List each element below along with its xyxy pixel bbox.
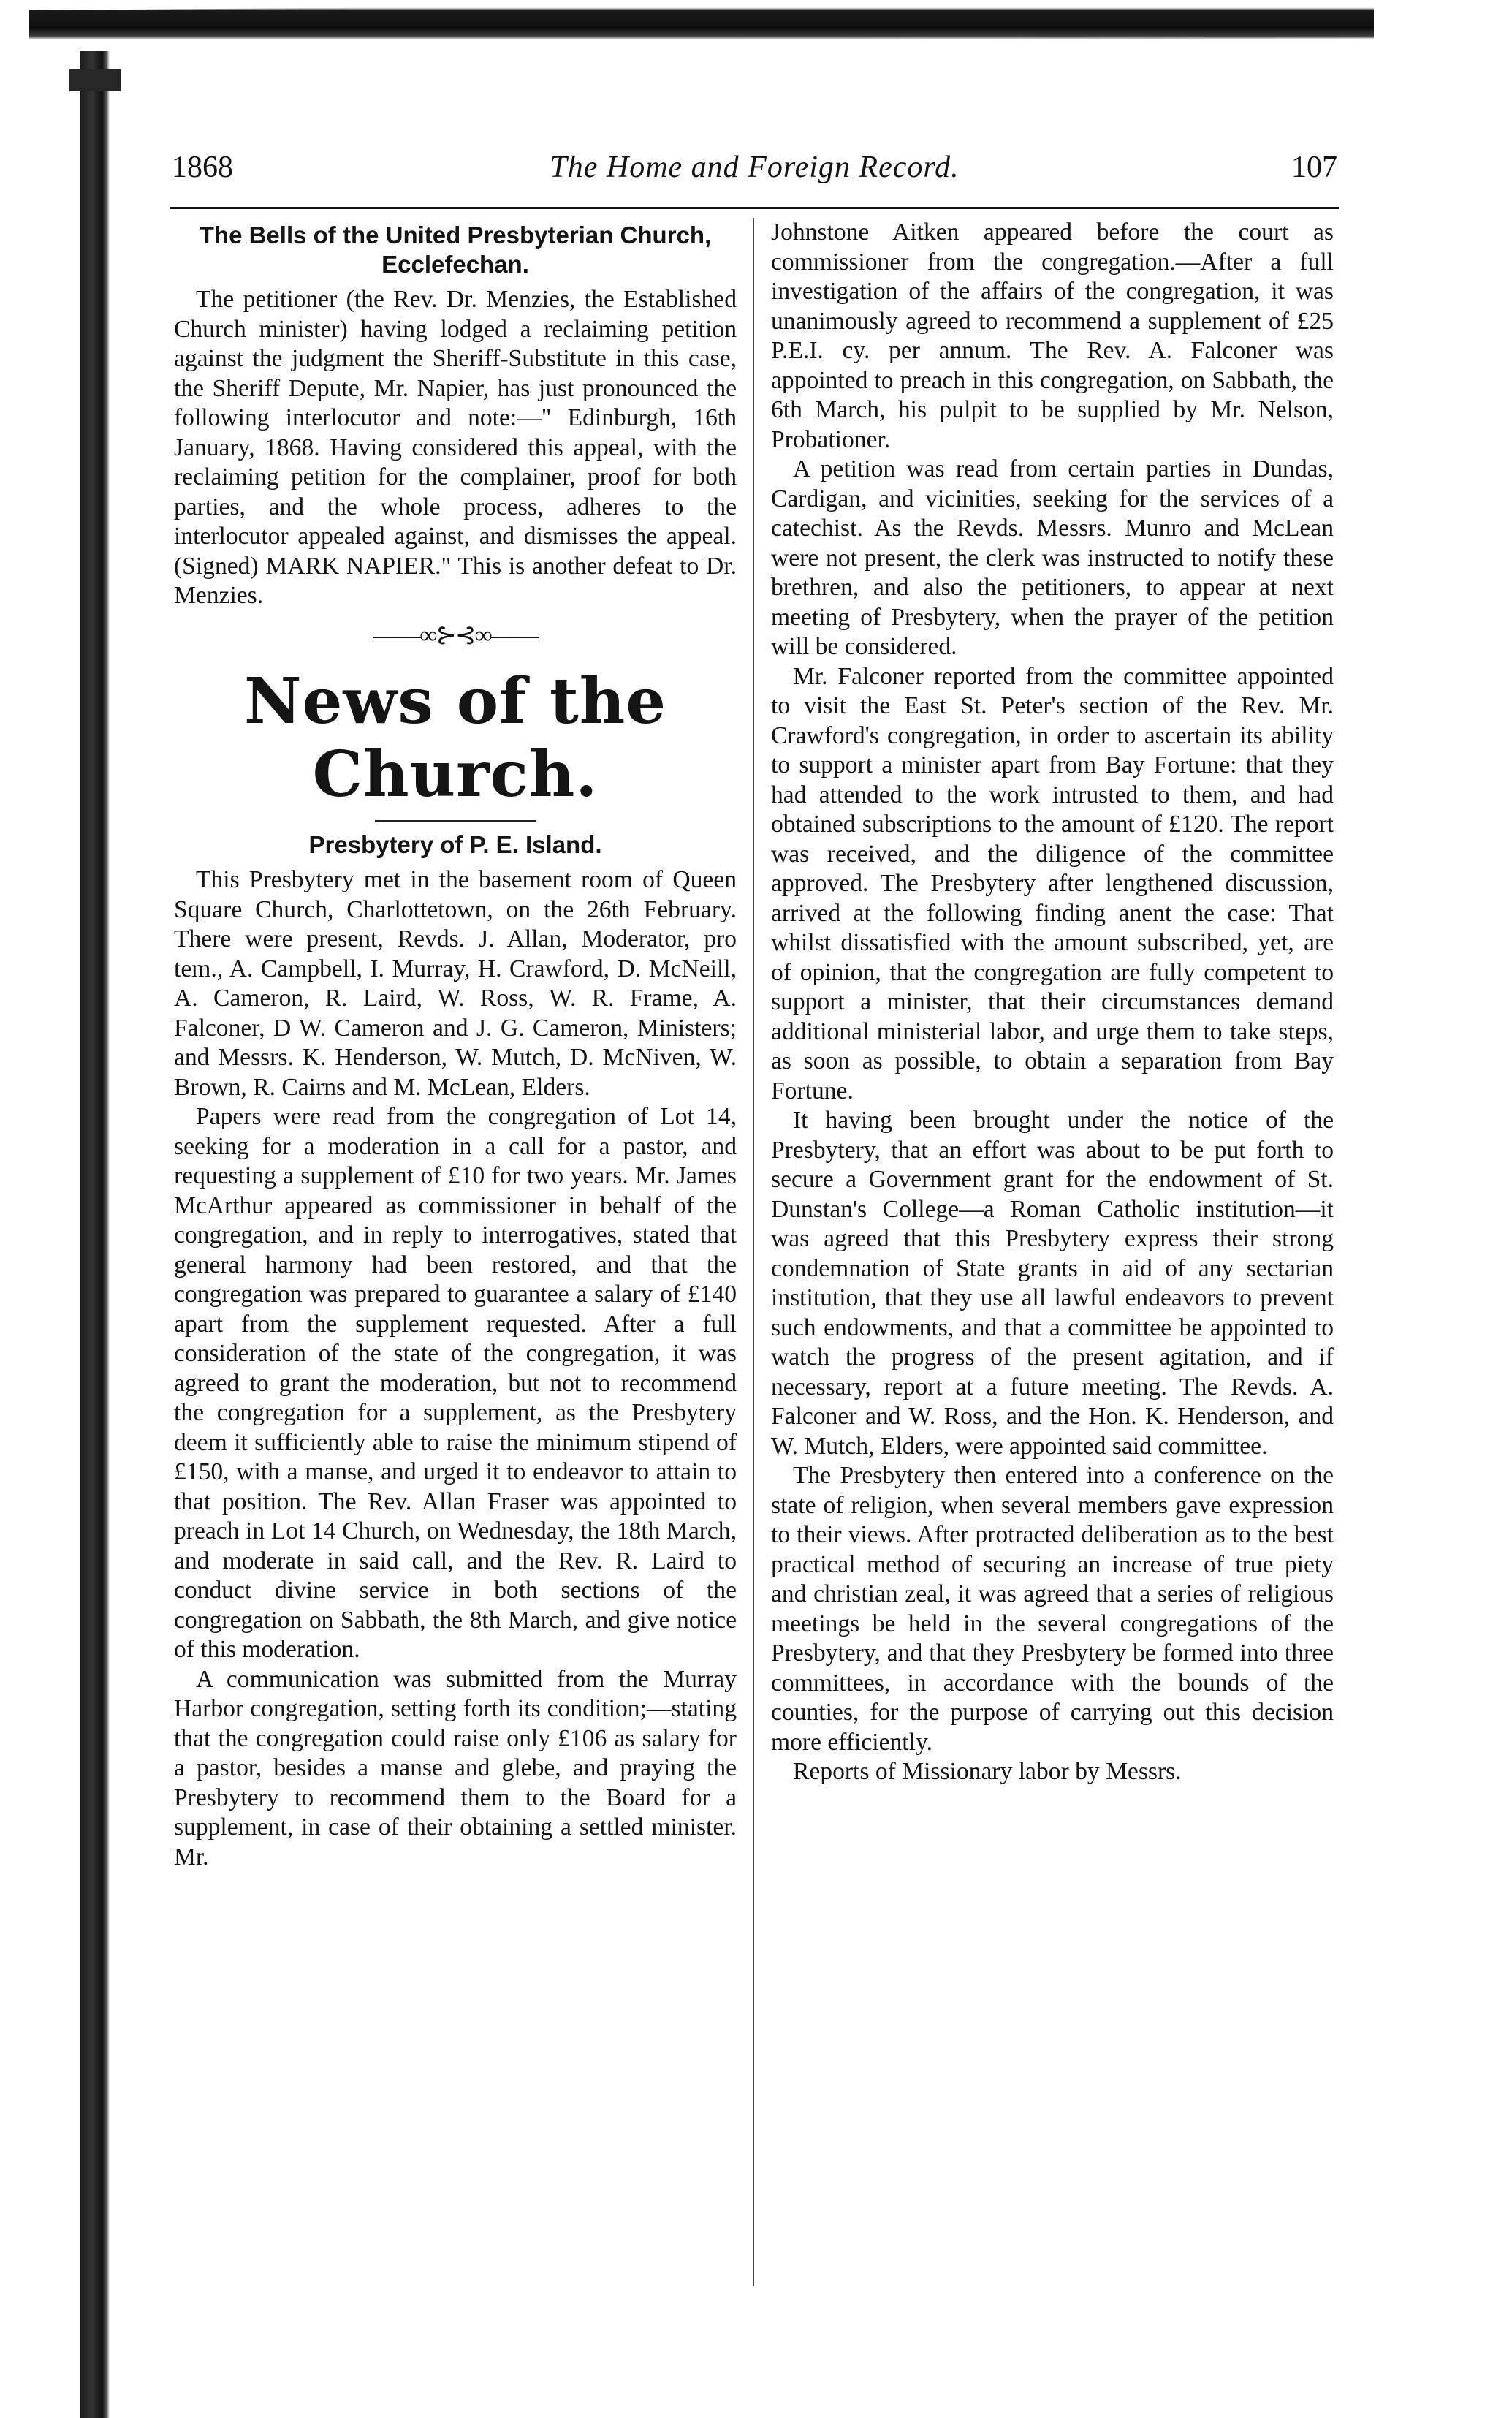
paragraph: Mr. Falconer reported from the committee appointed to visit the East St. Peter's section of the Rev. Mr. Crawford's congregation, in order to ascertain its ability to support a minister apart from Bay Fortune: that they had attended to the work intrusted to them, and had obtained subscriptions to the amount of £120. The report was received, and the diligence of the committee approved. The Presbytery after lengthened discussion, arrived at the following finding anent the case: That whilst dissatisfied with the amount subscribed, yet, are of opinion, that the congregation are fully competent to support a minister, that their circumstances demand additional ministerial labor, and urge them to take steps, as soon as possible, to obtain a separation from Bay Fortune.	[771, 662, 1334, 1104]
page-number: 107	[1291, 151, 1337, 184]
paragraph: Papers were read from the congregation of Lot 14, seeking for a moderation in a call for a pastor, and requesting a supplement of £10 for two years. Mr. James McArthur appeared as commissioner in behalf of the congregation, and in reply to interrogatives, stated that general harmony had been restored, and that the congregation was prepared to guarantee a salary of £140 apart from the supplement requested. After a full consideration of the state of the congregation, it was agreed to grant the moderation, but not to recommend the congregation for a supplement, as the Presbytery deem it sufficiently able to raise the minimum stipend of £150, with a manse, and urged it to endeavor to attain to that position. The Rev. Allan Fraser was appointed to preach in Lot 14 Church, on Wednesday, the 18th March, and moderate in said call, and the Rev. R. Laird to conduct divine service in both sections of the congregation on Sabbath, the 8th March, and give notice of this moderation.	[174, 1103, 737, 1663]
bells-heading: The Bells of the United Presbyterian Church, Ecclefechan.	[199, 221, 712, 278]
paragraph: A petition was read from certain parties in Dundas, Cardigan, and vicinities, seeking for the services of a catechist. As the Revds. Messrs. Munro and McLean were not present, the clerk was instructed to notify these brethren, and also the petitioners, to appear at next meeting of Presbytery, when the prayer of the petition will be considered.	[771, 455, 1334, 660]
left-column	[174, 218, 737, 1872]
column-divider	[753, 218, 754, 2286]
right-column	[771, 218, 1334, 1787]
paragraph: A communication was submitted from the Murray Harbor congregation, setting forth its condition;—stating that the congregation could raise only £106 as salary for a pastor, besides a manse and glebe, and praying the Presbytery to recommend them to the Board for a supplement, in case of their obtaining a settled minister. Mr.	[174, 1665, 737, 1871]
ornament-divider: ——∞⊱⊰∞——	[373, 621, 538, 649]
paragraph: The Presbytery then entered into a conference on the state of religion, when several members gave expression to their views. After protracted deliberation as to the best practical method of securing an increase of true piety and christian zeal, it was agreed that a series of religious meetings be held in the several congregations of the Presbytery, and that they Presbytery be formed into three committees, in accordance with the bounds of the counties, for the purpose of carrying out this decision more efficiently.	[771, 1462, 1334, 1756]
section-title: News of the Church.	[244, 664, 666, 811]
paragraph: It having been brought under the notice of the Presbytery, that an effort was about to be put forth to secure a Government grant for the endowment of St. Dunstan's College—a Roman Catholic institution—it was agreed that this Presbytery express their strong condemnation of State grants in aid of any sectarian institution, that they use all lawful endeavors to prevent such endowments, and that a committee be appointed to watch the progress of the present agitation, and if necessary, report at a future meeting. The Revds. A. Falconer and W. Ross, and the Hon. K. Henderson, and W. Mutch, Elders, were appointed said committee.	[771, 1107, 1334, 1460]
presbytery-heading: Presbytery of P. E. Island.	[308, 831, 602, 858]
section-rule	[375, 820, 536, 822]
paragraph: Johnstone Aitken appeared before the court as commissioner from the congregation.—After a full investigation of the affairs of the congregation, it was unanimously agreed to recommend a supplement of £25 P.E.I. cy. per annum. The Rev. A. Falconer was appointed to preach in this congregation, on Sabbath, the 6th March, his pulpit to be supplied by Mr. Nelson, Probationer.	[771, 219, 1334, 453]
paragraph: This Presbytery met in the basement room of Queen Square Church, Charlottetown, on the 26th February. There were present, Revds. J. Allan, Moderator, pro tem., A. Campbell, I. Murray, H. Crawford, D. McNeill, A. Cameron, R. Laird, W. Ross, W. R. Frame, A. Falconer, D W. Cameron and J. G. Cameron, Ministers; and Messrs. K. Henderson, W. Mutch, D. McNiven, W. Brown, R. Cairns and M. McLean, Elders.	[174, 866, 737, 1101]
page-top-edge	[29, 0, 1374, 51]
binding-spine	[80, 51, 110, 2418]
paragraph: Reports of Missionary labor by Messrs.	[793, 1758, 1182, 1785]
header-title: The Home and Foreign Record.	[550, 151, 960, 184]
bells-paragraph: The petitioner (the Rev. Dr. Menzies, the Established Church minister) having lodged a reclaiming petition against the judgment the Sheriff-Substitute in this case, the Sheriff Depute, Mr. Napier, has just pronounced the following interlocutor and note:—" Edinburgh, 16th January, 1868. Having considered this appeal, with the reclaiming petition for the complainer, proof for both parties, and the whole process, adheres to the interlocutor appealed against, and dismisses the appeal. (Signed) MARK NAPIER." This is another defeat to Dr. Menzies.	[174, 286, 737, 609]
header-rule	[170, 207, 1339, 209]
header-year: 1868	[172, 151, 233, 184]
spine-band	[69, 69, 121, 91]
running-header	[172, 150, 1337, 201]
